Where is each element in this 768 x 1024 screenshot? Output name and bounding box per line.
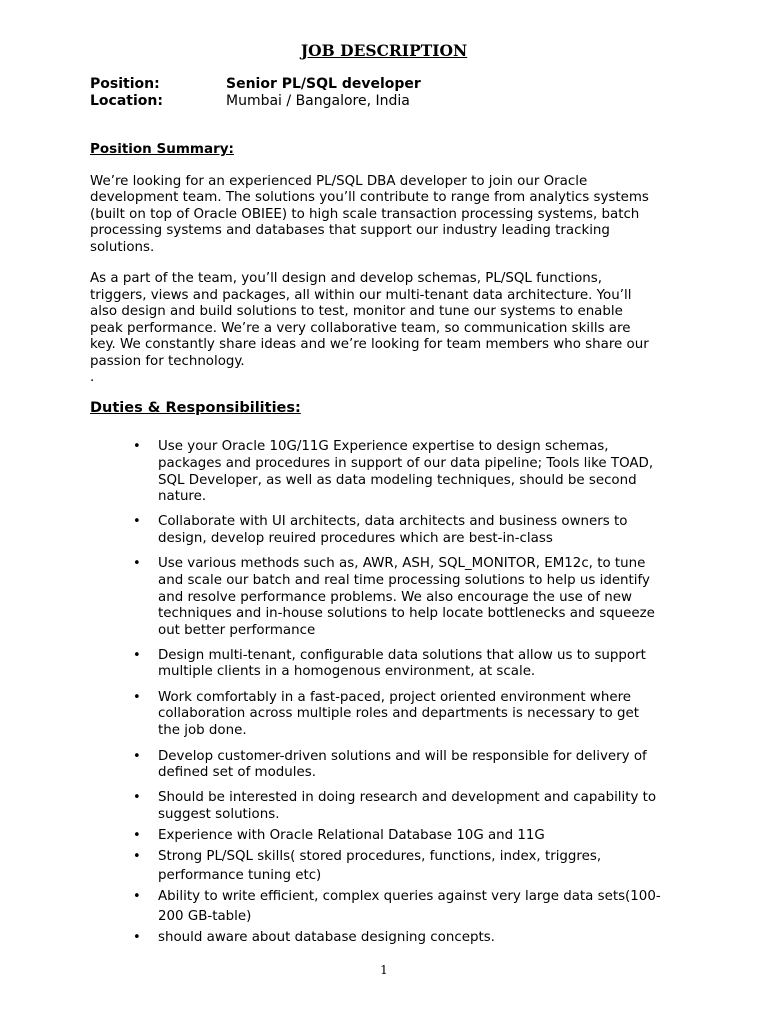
page-number: 1 — [380, 963, 388, 977]
list-item-line: out better performance — [158, 623, 316, 638]
list-item-line: performance tuning etc) — [158, 868, 322, 883]
bullet-icon: • — [133, 648, 141, 663]
list-item-line: Ability to write efficient, complex queries against very large data sets(100- — [158, 889, 661, 904]
list-item-line: Use your Oracle 10G/11G Experience expertise to design schemas, — [158, 439, 609, 454]
paragraph-line: triggers, views and packages, all within our multi-tenant data architecture. You’ll — [90, 288, 632, 303]
list-item-line: techniques and in-house solutions to help locate bottlenecks and squeeze — [158, 606, 655, 621]
paragraph-line: As a part of the team, you’ll design and develop schemas, PL/SQL functions, — [90, 271, 603, 286]
paragraph-line: peak performance. We’re a very collaborative team, so communication skills are — [90, 321, 631, 336]
location-value: Mumbai / Bangalore, India — [226, 93, 410, 109]
bullet-icon: • — [133, 889, 141, 904]
list-item-line: the job done. — [158, 723, 247, 738]
list-item-line: suggest solutions. — [158, 807, 280, 822]
bullet-icon: • — [133, 514, 141, 529]
document-title: JOB DESCRIPTION — [300, 41, 468, 60]
bullet-icon: • — [133, 439, 141, 454]
list-item-line: Develop customer-driven solutions and will be responsible for delivery of — [158, 749, 647, 764]
list-item-line: design, develop reuired procedures which are best-in-class — [158, 531, 553, 546]
paragraph-line: We’re looking for an experienced PL/SQL DBA developer to join our Oracle — [90, 174, 588, 189]
bullet-icon: • — [133, 690, 141, 705]
bullet-icon: • — [133, 930, 141, 945]
list-item-line: nature. — [158, 489, 207, 504]
list-item-line: should aware about database designing concepts. — [158, 930, 495, 945]
position-value: Senior PL/SQL developer — [226, 76, 421, 92]
list-item-line: Strong PL/SQL skills( stored procedures, functions, index, triggres, — [158, 849, 602, 864]
bullet-icon: • — [133, 790, 141, 805]
position-summary-heading: Position Summary: — [90, 141, 234, 157]
list-item-line: and resolve performance problems. We also encourage the use of new — [158, 590, 632, 605]
list-item-line: multiple clients in a homogenous environment, at scale. — [158, 664, 536, 679]
list-item-line: Work comfortably in a fast-paced, project oriented environment where — [158, 690, 632, 705]
list-item-line: Design multi-tenant, configurable data solutions that allow us to support — [158, 648, 646, 663]
list-item-line: Use various methods such as, AWR, ASH, SQL_MONITOR, EM12c, to tune — [158, 556, 646, 571]
paragraph-line: (built on top of Oracle OBIEE) to high scale transaction processing systems, batch — [90, 207, 640, 222]
list-item-line: collaboration across multiple roles and departments is necessary to get — [158, 706, 639, 721]
paragraph-line: passion for technology. — [90, 354, 245, 369]
list-item-line: SQL Developer, as well as data modeling techniques, should be second — [158, 473, 637, 488]
list-item-line: Collaborate with UI architects, data architects and business owners to — [158, 514, 628, 529]
list-item-line: packages and procedures in support of our data pipeline; Tools like TOAD, — [158, 456, 654, 471]
location-label: Location: — [90, 93, 163, 109]
list-item-line: defined set of modules. — [158, 765, 316, 780]
bullet-icon: • — [133, 849, 141, 864]
list-item-line: and scale our batch and real time processing solutions to help us identify — [158, 573, 650, 588]
paragraph-line: key. We constantly share ideas and we’re looking for team members who share our — [90, 337, 649, 352]
paragraph-line: also design and build solutions to test, monitor and tune our systems to enable — [90, 304, 623, 319]
paragraph-line: processing systems and databases that support our industry leading tracking — [90, 223, 610, 238]
list-item-line: 200 GB-table) — [158, 909, 252, 924]
list-item-line: Experience with Oracle Relational Database 10G and 11G — [158, 828, 545, 843]
bullet-icon: • — [133, 749, 141, 764]
paragraph-line: solutions. — [90, 240, 155, 255]
list-item-line: Should be interested in doing research and development and capability to — [158, 790, 657, 805]
paragraph-line: development team. The solutions you’ll contribute to range from analytics systems — [90, 190, 649, 205]
duties-heading: Duties & Responsibilities: — [90, 400, 301, 416]
position-label: Position: — [90, 76, 160, 92]
bullet-icon: • — [133, 556, 141, 571]
bullet-icon: • — [133, 828, 141, 843]
paragraph-line: . — [90, 370, 95, 385]
